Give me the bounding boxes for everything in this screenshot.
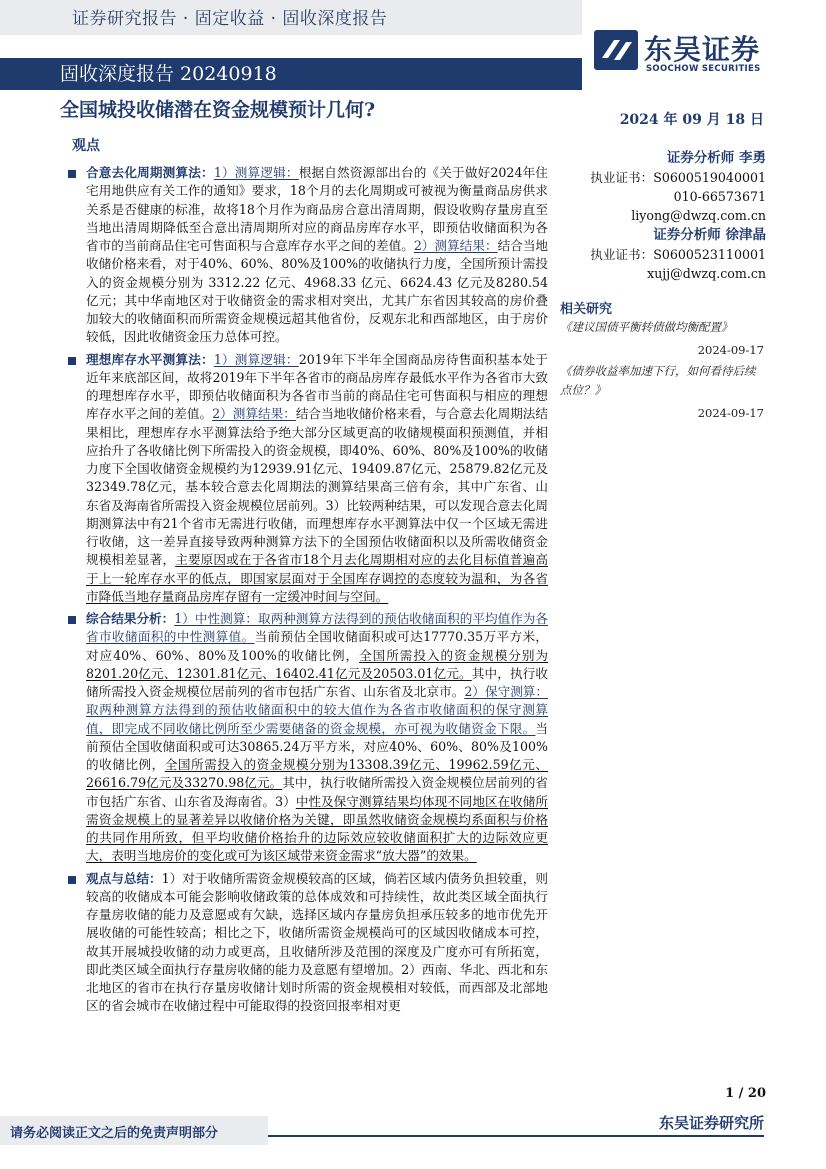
point-2-lead: 理想库存水平测算法： bbox=[86, 351, 214, 367]
point-2-anchor-2: 2）测算结果： bbox=[212, 406, 296, 422]
point-2-text bbox=[86, 351, 548, 607]
point-3-anchor-1: 1）中性测算：取两种测算方法得到的预估收储面积的平均值作为各省市收储面积的中性测算值。 bbox=[86, 611, 549, 645]
report-date: 2024 年 09 月 18 日 bbox=[619, 112, 764, 128]
bullet-icon bbox=[68, 616, 76, 624]
footer-divider bbox=[268, 1135, 764, 1137]
point-3-text bbox=[86, 610, 548, 866]
point-3-body-3: 当前预估全国收储面积或可达30865.24万平方米，对应40%、60%、80%及100%的收储比例， bbox=[86, 720, 548, 772]
related-item-2[interactable]: 《债券收益率加速下行，如何看待后续点位？》 bbox=[560, 364, 756, 397]
page-number: 1 / 20 bbox=[725, 1086, 766, 1101]
point-4-lead: 观点与总结： bbox=[86, 870, 162, 886]
analyst-2-email[interactable]: xujj@dwzq.com.cn bbox=[647, 266, 766, 281]
point-1-lead: 合意去化周期测算法： bbox=[86, 165, 214, 180]
analyst-2-cert: 执业证书：S0600523110001 bbox=[590, 247, 766, 262]
related-item-2-date: 2024-09-17 bbox=[697, 406, 764, 420]
point-2 bbox=[66, 351, 548, 607]
related-item-1-date: 2024-09-17 bbox=[697, 343, 764, 357]
point-1 bbox=[66, 164, 548, 347]
main-content bbox=[66, 164, 548, 1020]
report-title: 全国城投收储潜在资金规模预计几何? bbox=[60, 99, 376, 121]
analyst-1-name: 证券分析师 李勇 bbox=[666, 150, 766, 166]
analyst-1-phone: 010-66573671 bbox=[673, 189, 766, 204]
logo-text-cn: 东吴证券 bbox=[644, 33, 761, 66]
point-1-anchor-2: 2）测算结果： bbox=[413, 238, 498, 253]
point-4 bbox=[66, 870, 548, 1016]
analyst-1-cert: 执业证书：S0600519040001 bbox=[590, 170, 766, 185]
bullet-icon bbox=[68, 357, 76, 365]
point-1-anchor-1: 1）测算逻辑： bbox=[213, 165, 299, 180]
point-4-body-1: 1）对于收储所需资金规模较高的区域，倘若区域内债务负担较重，则较高的收储成本可能会影响收储政策的总体成效和可持续性，故此类区域全面执行存量房收储的能力及意愿或有欠缺，选择区域内存量房负担承压较多的地市优先开展收储的可能性较高；相比之下，收储所需资金规模尚可的区域因收储成本可控，故其开展城投收储的动力或更高，且收储所涉及范围的深度及广度亦可有所拓宽，即此类区域全面执行存量房收储的能力及意愿有望增加。2）西南、华北、西北和东北地区的省市在执行存量房收储计划时所需的资金规模相对较低，而西部及北部地区的省会城市在收储过程中可能取得的投资回报率相对更 bbox=[86, 870, 549, 1014]
point-1-body-2: 结合当地收储价格来看，对于40%、60%、80%及100%的收储执行力度，全国所预计需投入的资金规模分别为 3312.22 亿元、4968.33 亿元、6624.43 亿元及8280.54 亿元；其中华南地区对于收储资金的需求相对突出，尤其广东省因其较高的房价叠加较大的收储面积而所需资金规模远超其他省份，反观东北和西部地区，由于房价较低，因此收储资金压力总体可控。 bbox=[86, 238, 549, 345]
footer-org: 东吴证券研究所 bbox=[658, 1114, 764, 1132]
analyst-panel bbox=[560, 148, 766, 283]
point-3-emph-3: 中性及保守测算结果均体现不同地区在收储所需资金规模上的显著差异以收储价格为关键，即虽然收储资金规模均系面积与价格的共同作用所致，但平均收储价格抬升的边际效应较收储面积扩大的边际效应更大，表明当地房价的变化或可为该区域带来资金需求“放大器”的效果。 bbox=[86, 793, 549, 864]
bullet-icon bbox=[68, 170, 76, 178]
point-3-body-1: 当前预估全国收储面积或可达17770.35万平方米，对应40%、60%、80%及100%的收储比例， bbox=[86, 629, 549, 663]
disclaimer-text: 请务必阅读正文之后的免责声明部分 bbox=[10, 1126, 219, 1141]
bullet-icon bbox=[68, 876, 76, 884]
analyst-1-email[interactable]: liyong@dwzq.com.cn bbox=[631, 208, 766, 223]
point-2-body-3: 主要原因或在于各省市18个月去化周期相对应的去化目标值普遍高于上一轮库存水平的低点，即国家层面对于全国库存调控的态度较为温和，为各省市降低当地存量商品房库存留有一定缓冲时间与空间。 bbox=[86, 552, 549, 604]
section-label: 观点 bbox=[72, 138, 100, 154]
point-2-body-1: 2019年下半年全国商品房待售面积基本处于近年来底部区间，故将2019年下半年各省市的商品房库存最低水平作为各省市大致的理想库存水平，即预估收储面积为各省市当前的商品住宅可售面积与相应的理想库存水平之间的差值。 bbox=[86, 351, 549, 422]
logo-text-en: SOOCHOW SECURITIES bbox=[646, 64, 761, 74]
related-research-heading: 相关研究 bbox=[560, 302, 613, 317]
related-item-1[interactable]: 《建议国债平衡转债做均衡配置》 bbox=[560, 320, 733, 334]
brand-logo bbox=[592, 28, 822, 72]
point-2-body-2: 结合当地收储价格来看，与合意去化周期法结果相比，理想库存水平测算法给予绝大部分区域更高的收储规模面积预测值，并相应抬升了各收储比例下所需投入的资金规模，即40%、60%、80%及100%的收储力度下全国收储资金规模约为12939.91亿元、19409.87亿元、25879.82亿元及32349.78亿元，基本较合意去化周期法的测算结果高三倍有余，其中广东省、山东省及海南省所需投入资金规模位居前列。3）比较两种结果，可以发现合意去化周期测算法中有21个省市无需进行收储，而理想库存水平测算法中仅一个区域无需进行收储，这一差异直接导致两种测算方法下的全国预估收储面积以及所需收储资金规模相差显著， bbox=[86, 406, 549, 568]
point-3-emph-2: 全国所需投入的资金规模分别为13308.39亿元、19962.59亿元、26616.79亿元及33270.98亿元。 bbox=[86, 757, 549, 791]
point-3-anchor-2: 2）保守测算：取两种测算方法得到的预估收储面积中的较大值作为各省市收储面积的保守测算值，即完成不同收储比例所至少需要储备的资金规模，亦可视为收储资金下限。 bbox=[86, 684, 549, 736]
breadcrumb: 证券研究报告 · 固定收益 · 固收深度报告 bbox=[72, 9, 388, 29]
point-3-body-4: 其中，执行收储所需投入资金规模位居前列的省市包括广东省、山东省及海南省。3） bbox=[86, 775, 549, 809]
point-1-text bbox=[86, 164, 548, 347]
point-1-body-1: 根据自然资源部出台的《关于做好2024年住宅用地供应有关工作的通知》要求，18个月的去化周期或可被视为衡量商品房供求关系是否健康的标准，故将18个月作为商品房合意出清周期，假设收购存量房直至当地出清周期降低至合意出清周期所对应的商品房库存水平，即预估收储面积为各省市的当前商品住宅可售面积与合意库存水平之间的差值。 bbox=[86, 165, 549, 253]
analyst-2-name: 证券分析师 徐津晶 bbox=[653, 227, 766, 243]
point-4-text bbox=[86, 870, 548, 1016]
logo-mark-icon bbox=[592, 28, 640, 72]
point-3-body-2: 其中，执行收储所需投入资金规模位居前列的省市包括广东省、山东省及北京市。 bbox=[86, 665, 548, 699]
point-3-lead: 综合结果分析： bbox=[86, 611, 175, 626]
point-3 bbox=[66, 610, 548, 866]
point-2-anchor-1: 1）测算逻辑： bbox=[213, 351, 299, 367]
report-label: 固收深度报告 20240918 bbox=[60, 63, 277, 85]
point-3-emph-1: 全国所需投入的资金规模分别为8201.20亿元、12301.81亿元、16402.41亿元及20503.01亿元。 bbox=[86, 647, 549, 681]
